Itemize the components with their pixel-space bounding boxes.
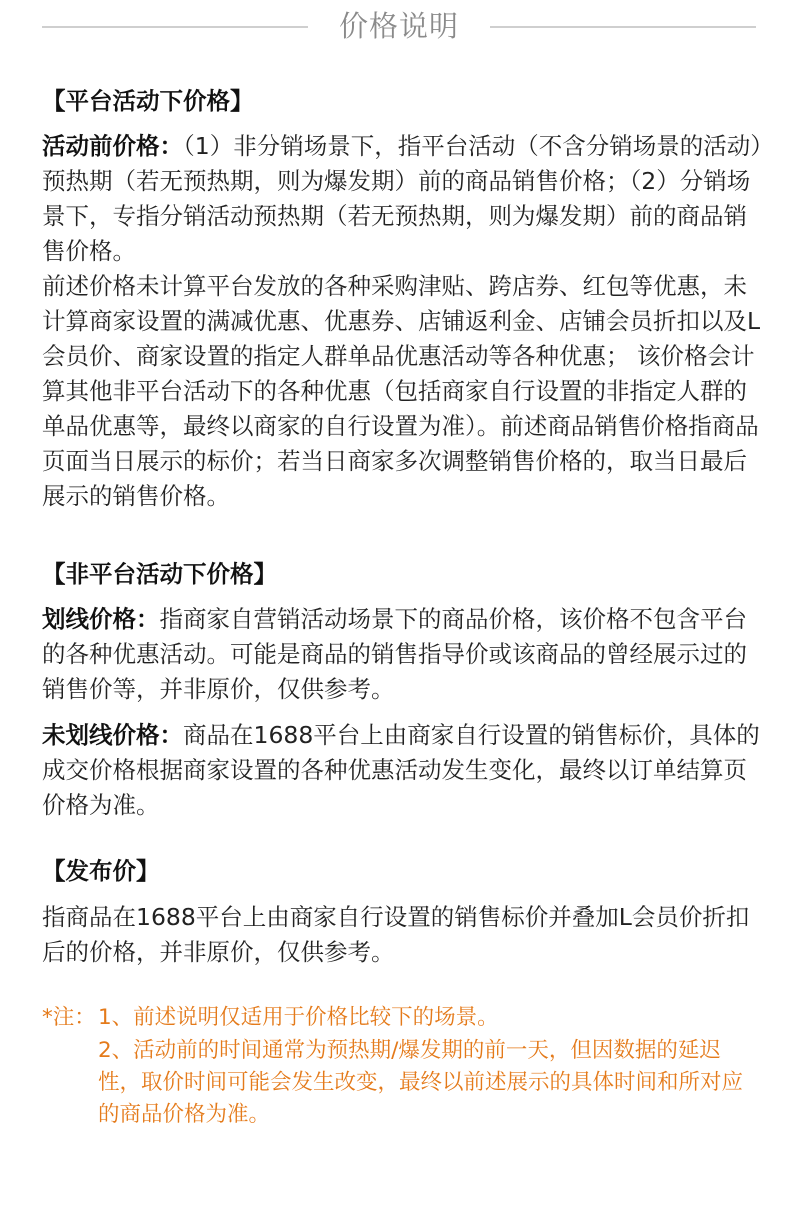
non-platform-activity-heading: 【非平台活动下价格】	[42, 560, 277, 588]
note-item-2: 2、活动前的时间通常为预热期/爆发期的前一天，但因数据的延迟性，取价时间可能会发生改变，最终以前述展示的具体时间和所对应的商品价格为准。	[98, 1038, 744, 1127]
release-price-heading: 【发布价】	[42, 857, 160, 885]
strikethrough-price-paragraph	[42, 602, 764, 707]
price-details-paragraph: 前述价格未计算平台发放的各种采购津贴、跨店券、红包等优惠，未计算商家设置的满减优惠、优惠券、店铺返利金、店铺会员折扣以及L会员价、商家设置的指定人群单品优惠活动等各种优惠； 该价格会计算其他非平台活动下的各种优惠（包括商家自行设置的非指定人群的单品优惠等，最终以商家的自行设置为准）。前述商品销售价格指商品页面当日展示的标价；若当日商家多次调整销售价格的，取当日最后展示的销售价格。	[42, 272, 761, 510]
non-strikethrough-price-paragraph	[42, 718, 764, 823]
non-strikethrough-price-text: 商品在1688平台上由商家自行设置的销售标价，具体的成交价格根据商家设置的各种优惠活动发生变化，最终以订单结算页价格为准。	[42, 721, 760, 819]
pre-activity-price-paragraph	[42, 129, 764, 269]
note-item-1: 1、前述说明仅适用于价格比较下的场景。	[98, 1005, 499, 1030]
page-header	[0, 6, 800, 46]
release-price-paragraph: 指商品在1688平台上由商家自行设置的销售标价并叠加L会员价折扣后的价格，并非原价，仅供参考。	[42, 903, 750, 966]
non-strikethrough-price-label: 未划线价格：	[42, 721, 183, 749]
header-right-divider	[490, 26, 756, 28]
strikethrough-price-label: 划线价格：	[42, 605, 160, 633]
pre-activity-price-text: （1）非分销场景下，指平台活动（不含分销场景的活动）预热期（若无预热期，则为爆发期）前的商品销售价格；（2）分销场景下，专指分销活动预热期（若无预热期，则为爆发期）前的商品销售价格。	[42, 132, 762, 265]
platform-activity-heading: 【平台活动下价格】	[42, 87, 254, 115]
page-title: 价格说明	[338, 9, 459, 43]
strikethrough-price-text: 指商家自营销活动场景下的商品价格，该价格不包含平台的各种优惠活动。可能是商品的销售指导价或该商品的曾经展示过的销售价等，并非原价，仅供参考。	[42, 605, 747, 703]
pre-activity-price-label: 活动前价格：	[42, 132, 183, 160]
note-prefix: *注：	[42, 1005, 96, 1030]
header-left-divider	[42, 26, 308, 28]
